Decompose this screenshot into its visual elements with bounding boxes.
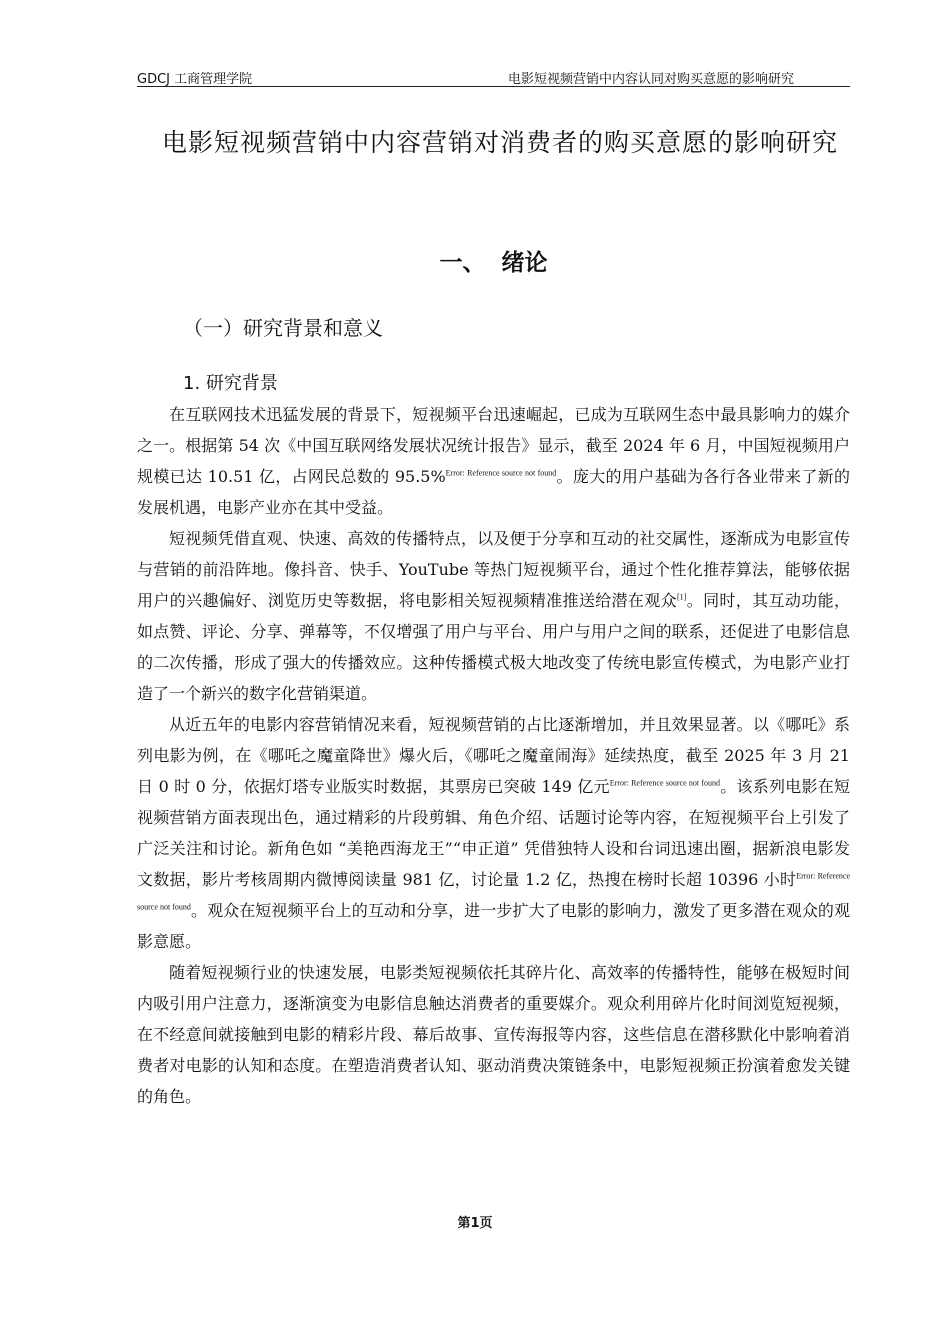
paper-title: 电影短视频营销中内容营销对消费者的购买意愿的影响研究	[161, 128, 838, 157]
header-right: 电影短视频营销中内容认同对购买意愿的影响研究	[507, 72, 794, 87]
reference-error: Error: Reference source not found	[445, 468, 557, 478]
reference-error: Error: Reference source not found	[609, 778, 721, 788]
page-number: 第1页	[457, 1216, 493, 1231]
subsubsection-heading: 1. 研究背景	[183, 373, 278, 394]
paragraph-2: 短视频凭借直观、快速、高效的传播特点，以及便于分享和互动的社交属性，逐渐成为电影宣传与营销的前沿阵地。像抖音、快手、YouTube 等热门短视频平台，通过个性化推荐算法，能够依据用户的兴趣偏好、浏览历史等数据，将电影相关短视频精准推送给潜在观众[1]。同时，其互动功能，如点赞、评论、分享、弹幕等，不仅增强了用户与平台、用户与用户之间的联系，还促进了电影信息的二次传播，形成了强大的传播效应。这种传播模式极大地改变了传统电影宣传模式，为电影产业打造了一个新兴的数字化营销渠道。	[137, 529, 850, 703]
body-text	[137, 399, 850, 1112]
section-heading: 一、 绪论	[439, 250, 548, 276]
paragraph-4: 随着短视频行业的快速发展，电影类短视频依托其碎片化、高效率的传播特性，能够在极短时间内吸引用户注意力，逐渐演变为电影信息触达消费者的重要媒介。观众利用碎片化时间浏览短视频，在不经意间就接触到电影的精彩片段、幕后故事、宣传海报等内容，这些信息在潜移默化中影响着消费者对电影的认知和态度。在塑造消费者认知、驱动消费决策链条中，电影短视频正扮演着愈发关键的角色。	[137, 963, 850, 1106]
header-left: GDCJ 工商管理学院	[137, 72, 253, 87]
paragraph-1: 在互联网技术迅猛发展的背景下，短视频平台迅速崛起，已成为互联网生态中最具影响力的媒介之一。根据第 54 次《中国互联网络发展状况统计报告》显示，截至 2024 年 6 月，中国短视频用户规模已达 10.51 亿，占网民总数的 95.5%$^{Error: Reference source not found}$。庞大的用户基础为各行各业带来了新的发展机遇，电影产业亦在其中受益。	[137, 405, 850, 517]
paragraph-3: 从近五年的电影内容营销情况来看，短视频营销的占比逐渐增加，并且效果显著。以《哪吒》系列电影为例，在《哪吒之魔童降世》爆火后，《哪吒之魔童闹海》延续热度，截至 2025 年 3 月 21 日 0 时 0 分，依据灯塔专业版实时数据，其票房已突破 149 亿元$^{Error: Reference source not found}$。该系列电影在短视频营销方面表现出色，通过精彩的片段剪辑、角色介绍、话题讨论等内容，在短视频平台上引发了广泛关注和讨论。新角色如 “美艳西海龙王”“申正道” 凭借独特人设和台词迅速出圈，据新浪电影发文数据，影片考核周期内微博阅读量 981 亿，讨论量 1.2 亿，热搜在榜时长超 10396 小时$^{Error: Reference source not found}$。观众在短视频平台上的互动和分享，进一步扩大了电影的影响力，激发了更多潜在观众的观影意愿。	[137, 715, 850, 951]
page-header	[137, 66, 850, 87]
reference-error: Error: Reference source not found	[137, 871, 850, 912]
subsection-heading: （一）研究背景和意义	[183, 316, 383, 340]
citation: [1]	[677, 592, 687, 602]
